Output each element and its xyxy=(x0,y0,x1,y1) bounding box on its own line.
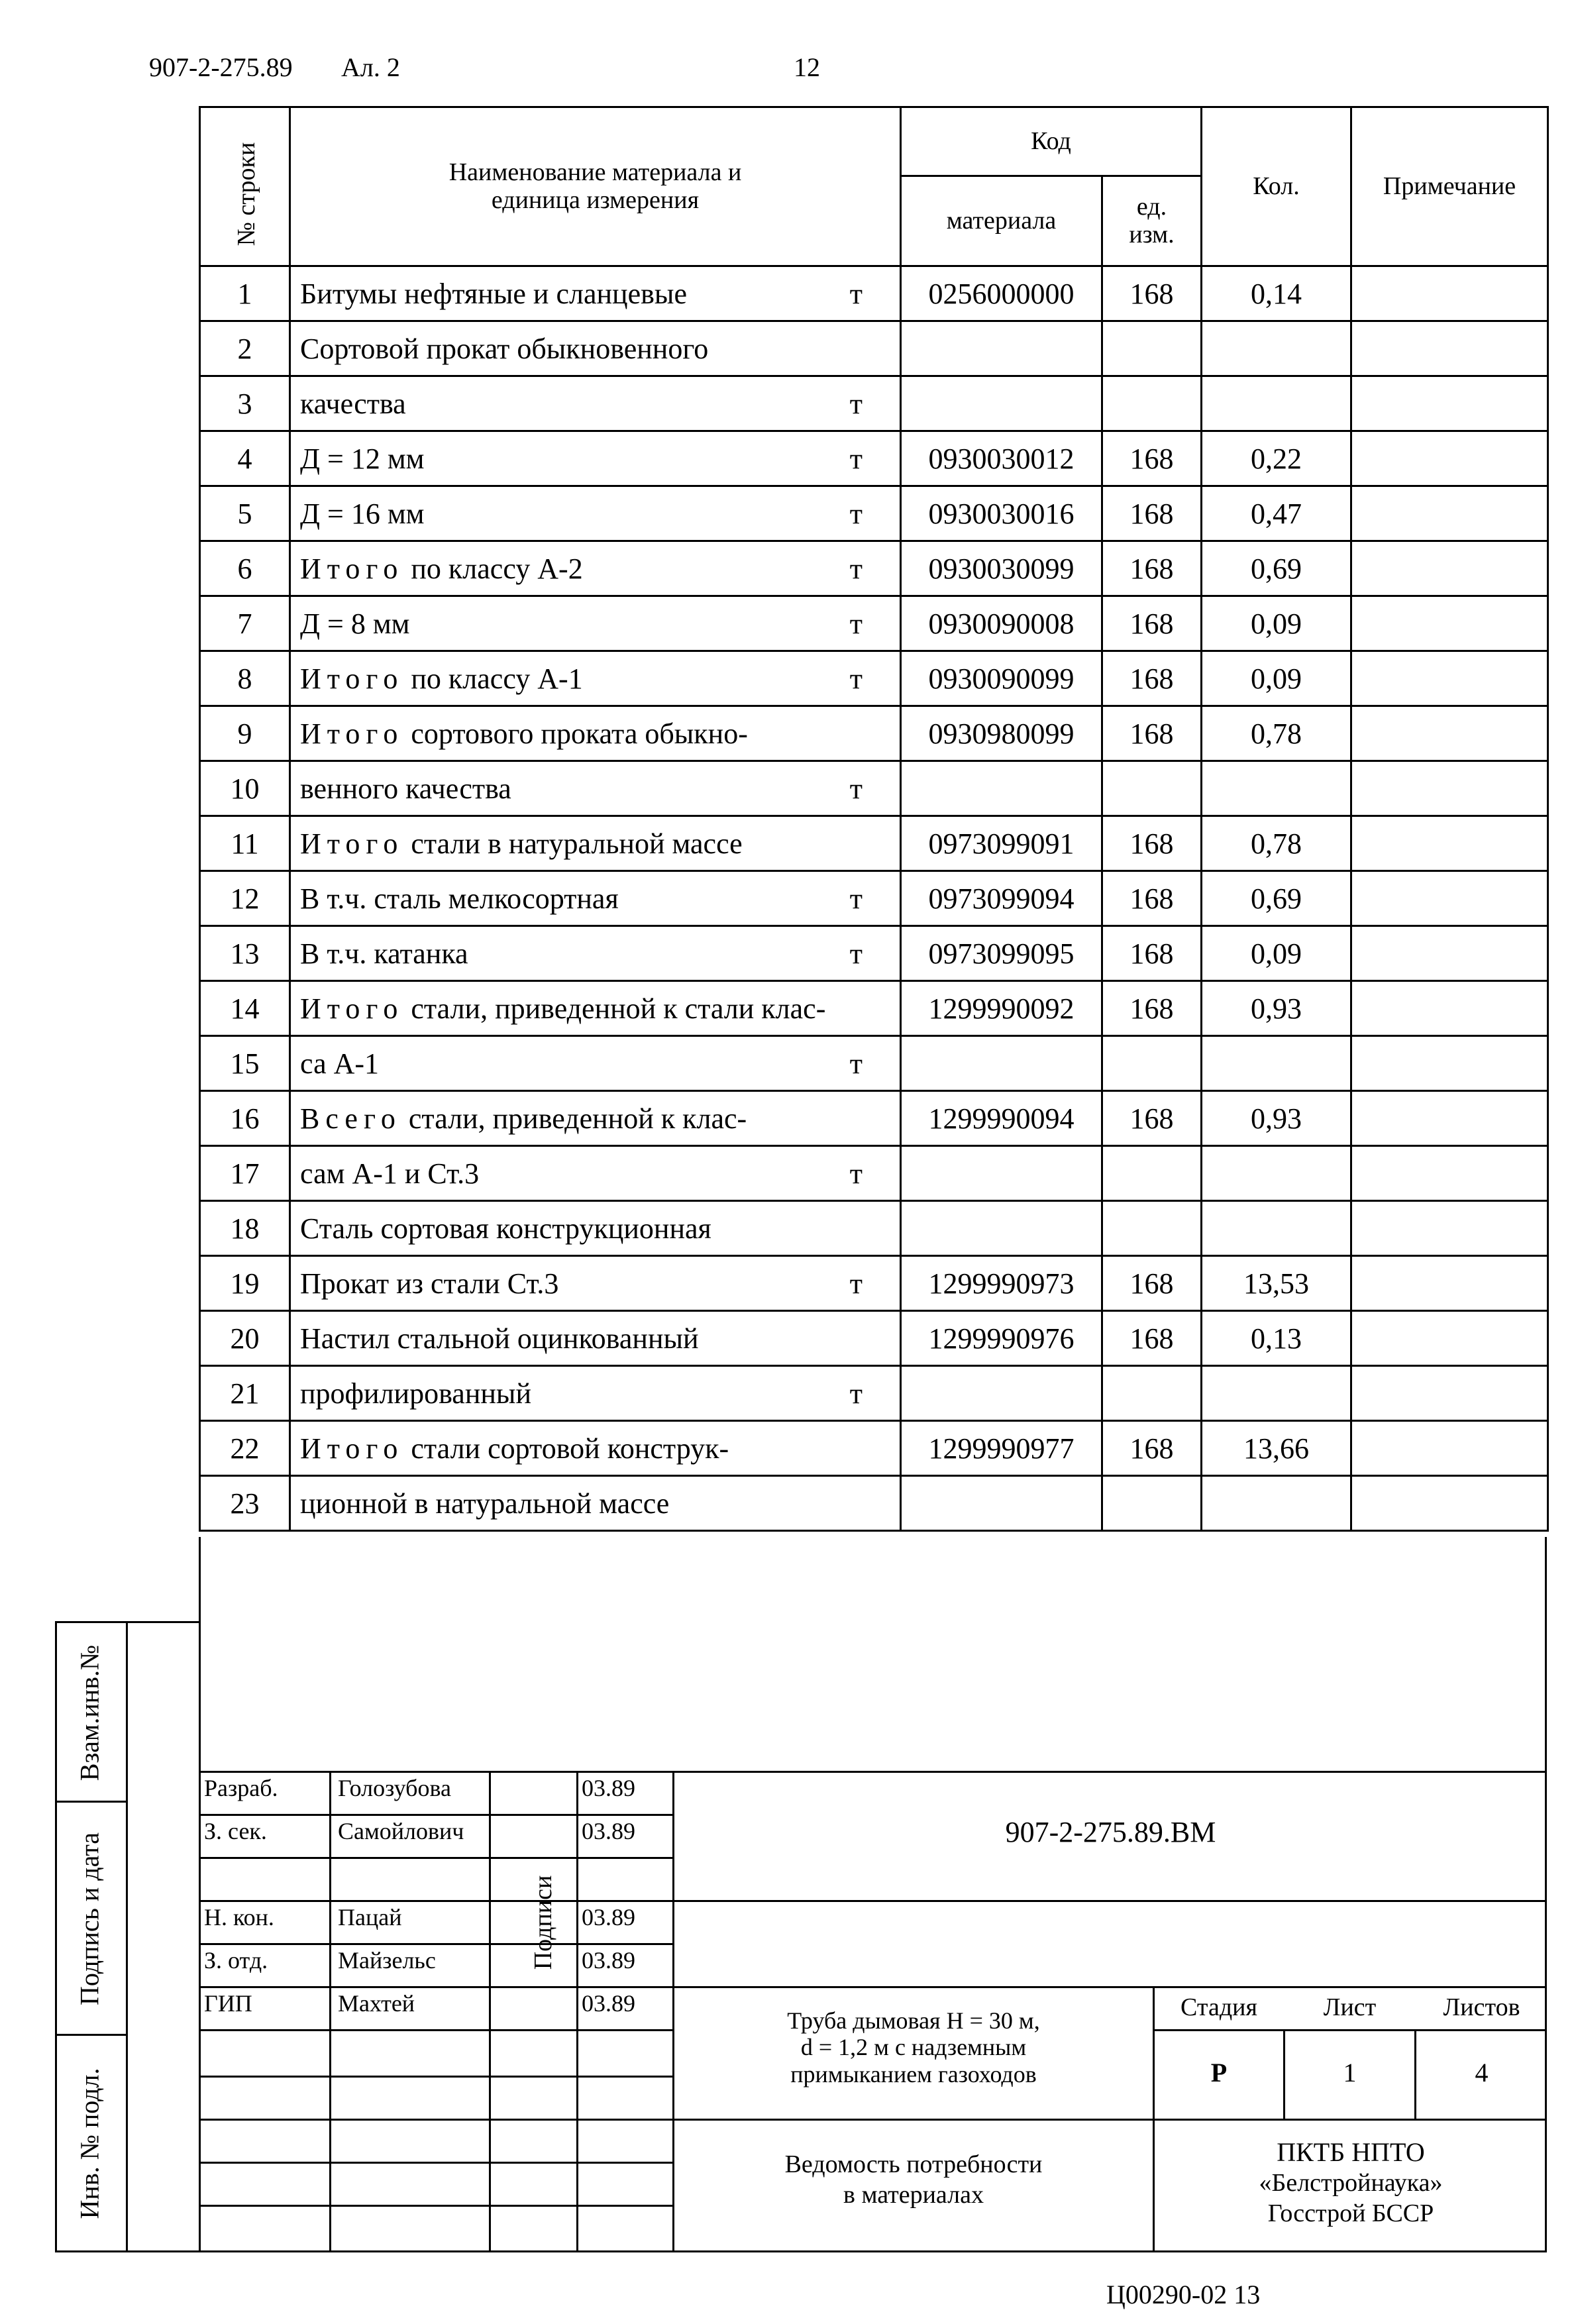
header-note: Примечание xyxy=(1351,107,1548,266)
role-date: 03.89 xyxy=(582,1818,635,1844)
table-row xyxy=(200,376,1548,431)
row-note xyxy=(1351,816,1548,871)
row-note xyxy=(1351,1421,1548,1476)
row-unit-code: 168 xyxy=(1102,871,1202,926)
row-quantity: 0,93 xyxy=(1202,981,1351,1036)
row-quantity xyxy=(1202,1036,1351,1091)
row-unit: т xyxy=(849,937,863,970)
row-note xyxy=(1351,486,1548,541)
row-material-code: 1299990976 xyxy=(901,1311,1102,1366)
row-quantity: 0,69 xyxy=(1202,871,1351,926)
row-number: 19 xyxy=(200,1256,290,1311)
sheet-label: Лист xyxy=(1323,1993,1377,2021)
album-label: Ал. 2 xyxy=(341,52,400,82)
row-number: 21 xyxy=(200,1366,290,1421)
row-note xyxy=(1351,1366,1548,1421)
side-outer-line xyxy=(55,1621,57,2252)
table-row xyxy=(200,926,1548,981)
row-prefix: Итого xyxy=(300,1432,404,1465)
table-row xyxy=(200,981,1548,1036)
frame-bottom-line xyxy=(199,2250,1547,2252)
table-row xyxy=(200,651,1548,706)
row-prefix: Итого xyxy=(300,717,404,750)
designation: 907-2-275.89.ВМ xyxy=(1005,1816,1216,1848)
row-quantity: 0,13 xyxy=(1202,1311,1351,1366)
row-label: Настил стальной оцинкованный xyxy=(300,1322,699,1355)
row-material-code xyxy=(901,1036,1102,1091)
row-note xyxy=(1351,431,1548,486)
table-row xyxy=(200,1146,1548,1201)
role-title: З. отд. xyxy=(204,1947,268,1974)
row-note xyxy=(1351,871,1548,926)
row-label: стали сортовой конструк- xyxy=(411,1432,729,1465)
row-quantity: 0,14 xyxy=(1202,266,1351,321)
table-row xyxy=(200,1256,1548,1311)
row-unit: т xyxy=(849,1047,863,1080)
row-material xyxy=(290,596,901,651)
row-number: 15 xyxy=(200,1036,290,1091)
row-number: 3 xyxy=(200,376,290,431)
doc-reference: 907-2-275.89 xyxy=(149,52,293,82)
row-note xyxy=(1351,1476,1548,1531)
header-code-material: материала xyxy=(901,176,1102,266)
table-row xyxy=(200,1091,1548,1146)
row-label: Сталь сортовая конструкционная xyxy=(300,1212,711,1245)
header-name: Наименование материала и единица измерения xyxy=(290,107,901,266)
row-note xyxy=(1351,376,1548,431)
row-label: венного качества xyxy=(300,772,511,805)
table-row xyxy=(200,596,1548,651)
row-note xyxy=(1351,981,1548,1036)
row-material-code xyxy=(901,1476,1102,1531)
row-quantity xyxy=(1202,321,1351,376)
row-unit: т xyxy=(849,497,863,530)
row-prefix: Итого xyxy=(300,662,404,695)
row-unit-code: 168 xyxy=(1102,816,1202,871)
row-unit: т xyxy=(849,387,863,420)
row-unit: т xyxy=(849,442,863,475)
row-material xyxy=(290,1476,901,1531)
row-material xyxy=(290,541,901,596)
row-unit-code xyxy=(1102,1476,1202,1531)
row-unit: т xyxy=(849,552,863,585)
role-date: 03.89 xyxy=(582,1775,635,1801)
row-number: 11 xyxy=(200,816,290,871)
row-unit-code: 168 xyxy=(1102,431,1202,486)
row-note xyxy=(1351,1036,1548,1091)
row-note xyxy=(1351,321,1548,376)
row-number: 18 xyxy=(200,1201,290,1256)
row-number: 4 xyxy=(200,431,290,486)
row-unit-code: 168 xyxy=(1102,541,1202,596)
header-code-unit: ед. изм. xyxy=(1102,176,1202,266)
row-label: ционной в натуральной массе xyxy=(300,1487,670,1520)
row-material xyxy=(290,486,901,541)
sheet-value: 1 xyxy=(1343,2058,1357,2087)
row-unit: т xyxy=(849,607,863,640)
row-label: Прокат из стали Ст.3 xyxy=(300,1267,559,1300)
table-row xyxy=(200,1476,1548,1531)
row-label: Битумы нефтяные и сланцевые xyxy=(300,277,687,310)
stage-label: Стадия xyxy=(1180,1993,1257,2021)
row-number: 12 xyxy=(200,871,290,926)
side-inv-label: Инв. № подл. xyxy=(74,2068,105,2219)
table-row xyxy=(200,706,1548,761)
row-label: стали, приведенной к клас- xyxy=(408,1102,747,1135)
table-row xyxy=(200,871,1548,926)
row-quantity xyxy=(1202,1201,1351,1256)
object-name: Труба дымовая Н = 30 м, d = 1,2 м с надземным примыканием газоходов xyxy=(787,2007,1040,2087)
row-note xyxy=(1351,706,1548,761)
sheets-value: 4 xyxy=(1475,2058,1489,2087)
row-note xyxy=(1351,541,1548,596)
row-material xyxy=(290,1201,901,1256)
row-unit: т xyxy=(849,772,863,805)
row-label: В т.ч. сталь мелкосортная xyxy=(300,882,619,915)
row-number: 10 xyxy=(200,761,290,816)
row-unit: т xyxy=(849,882,863,915)
row-label: качества xyxy=(300,387,406,420)
role-title: З. сек. xyxy=(204,1818,267,1844)
row-material xyxy=(290,816,901,871)
row-unit-code: 168 xyxy=(1102,486,1202,541)
row-label: по классу А-1 xyxy=(411,662,583,695)
table-row xyxy=(200,761,1548,816)
row-material-code: 0930090099 xyxy=(901,651,1102,706)
organization: ПКТБ НПТО «Белстройнаука» Госстрой БССР xyxy=(1259,2137,1443,2227)
row-quantity xyxy=(1202,1366,1351,1421)
row-unit-code xyxy=(1102,1146,1202,1201)
row-note xyxy=(1351,266,1548,321)
row-material-code: 0256000000 xyxy=(901,266,1102,321)
row-quantity xyxy=(1202,761,1351,816)
row-material xyxy=(290,871,901,926)
row-material xyxy=(290,266,901,321)
row-quantity: 0,78 xyxy=(1202,706,1351,761)
page-number: 12 xyxy=(794,52,820,82)
row-note xyxy=(1351,651,1548,706)
row-unit: т xyxy=(849,277,863,310)
row-label: са А-1 xyxy=(300,1047,380,1080)
row-number: 16 xyxy=(200,1091,290,1146)
side-inner-line xyxy=(126,1621,128,2252)
row-unit-code: 168 xyxy=(1102,981,1202,1036)
row-number: 22 xyxy=(200,1421,290,1476)
row-label: по классу А-2 xyxy=(411,552,583,585)
row-number: 20 xyxy=(200,1311,290,1366)
table-row xyxy=(200,1366,1548,1421)
table-row xyxy=(200,1036,1548,1091)
row-number: 8 xyxy=(200,651,290,706)
role-title: Разраб. xyxy=(204,1775,278,1801)
row-material xyxy=(290,1366,901,1421)
row-prefix: Итого xyxy=(300,552,404,585)
row-no-label: № строки xyxy=(233,142,261,246)
row-material-code: 0930090008 xyxy=(901,596,1102,651)
row-material-code: 0930980099 xyxy=(901,706,1102,761)
row-quantity: 0,78 xyxy=(1202,816,1351,871)
row-quantity xyxy=(1202,376,1351,431)
row-unit-code: 168 xyxy=(1102,706,1202,761)
row-number: 1 xyxy=(200,266,290,321)
row-prefix: Итого xyxy=(300,992,404,1025)
row-number: 7 xyxy=(200,596,290,651)
row-note xyxy=(1351,1311,1548,1366)
row-number: 14 xyxy=(200,981,290,1036)
row-number: 13 xyxy=(200,926,290,981)
table-row xyxy=(200,266,1548,321)
table-row xyxy=(200,321,1548,376)
row-material xyxy=(290,1421,901,1476)
row-note xyxy=(1351,1146,1548,1201)
header-code: Код xyxy=(901,107,1202,176)
row-material-code: 0973099095 xyxy=(901,926,1102,981)
row-label: стали в натуральной массе xyxy=(411,827,743,860)
row-unit-code xyxy=(1102,1366,1202,1421)
table-row xyxy=(200,541,1548,596)
row-unit: т xyxy=(849,1377,863,1410)
row-number: 6 xyxy=(200,541,290,596)
row-unit: т xyxy=(849,662,863,695)
row-quantity xyxy=(1202,1476,1351,1531)
role-title: ГИП xyxy=(204,1990,252,2017)
row-unit-code: 168 xyxy=(1102,1311,1202,1366)
role-date: 03.89 xyxy=(582,1990,635,2017)
row-note xyxy=(1351,1256,1548,1311)
row-number: 23 xyxy=(200,1476,290,1531)
row-material-code: 0930030012 xyxy=(901,431,1102,486)
role-person: Пацай xyxy=(338,1904,402,1930)
row-note xyxy=(1351,926,1548,981)
row-unit-code: 168 xyxy=(1102,1091,1202,1146)
row-number: 2 xyxy=(200,321,290,376)
row-material-code: 0973099094 xyxy=(901,871,1102,926)
side-podpis-label: Подпись и дата xyxy=(74,1832,105,2006)
row-quantity: 13,66 xyxy=(1202,1421,1351,1476)
role-date: 03.89 xyxy=(582,1947,635,1974)
row-number: 5 xyxy=(200,486,290,541)
row-unit-code xyxy=(1102,761,1202,816)
row-unit: т xyxy=(849,1267,863,1300)
row-material xyxy=(290,651,901,706)
row-unit-code: 168 xyxy=(1102,926,1202,981)
row-unit: т xyxy=(849,1157,863,1190)
row-material-code xyxy=(901,321,1102,376)
row-material xyxy=(290,321,901,376)
row-quantity xyxy=(1202,1146,1351,1201)
row-label: сортового проката обыкно- xyxy=(411,717,748,750)
row-material-code: 1299990094 xyxy=(901,1091,1102,1146)
row-quantity: 13,53 xyxy=(1202,1256,1351,1311)
row-material xyxy=(290,1146,901,1201)
row-label: Д = 16 мм xyxy=(300,497,425,530)
row-material-code: 0930030016 xyxy=(901,486,1102,541)
signatures-label: Подписи xyxy=(529,1875,557,1970)
role-person: Майзельс xyxy=(338,1947,436,1974)
row-unit-code xyxy=(1102,1201,1202,1256)
row-material-code: 1299990092 xyxy=(901,981,1102,1036)
row-material xyxy=(290,376,901,431)
row-unit-code: 168 xyxy=(1102,266,1202,321)
row-quantity: 0,09 xyxy=(1202,651,1351,706)
side-divider-2 xyxy=(55,2034,128,2036)
frame-left-line xyxy=(199,1537,201,2252)
row-prefix: Итого xyxy=(300,827,404,860)
document-title: Ведомость потребности в материалах xyxy=(784,2150,1043,2209)
role-person: Самойлович xyxy=(338,1818,464,1844)
row-material-code xyxy=(901,761,1102,816)
header-row-no xyxy=(200,107,290,266)
row-quantity: 0,09 xyxy=(1202,596,1351,651)
row-material xyxy=(290,926,901,981)
header-qty: Кол. xyxy=(1202,107,1351,266)
side-bottom-line xyxy=(55,2250,201,2252)
footer-code: Ц00290-02 13 xyxy=(1106,2280,1261,2309)
sheets-label: Листов xyxy=(1443,1993,1520,2021)
row-unit-code: 168 xyxy=(1102,1421,1202,1476)
row-note xyxy=(1351,1091,1548,1146)
row-material-code: 0930030099 xyxy=(901,541,1102,596)
row-number: 9 xyxy=(200,706,290,761)
role-date: 03.89 xyxy=(582,1904,635,1930)
row-unit-code: 168 xyxy=(1102,1256,1202,1311)
stage-value: Р xyxy=(1210,2058,1228,2087)
row-material xyxy=(290,761,901,816)
row-unit-code: 168 xyxy=(1102,596,1202,651)
row-material xyxy=(290,1256,901,1311)
row-quantity: 0,69 xyxy=(1202,541,1351,596)
table-row xyxy=(200,1421,1548,1476)
row-label: стали, приведенной к стали клас- xyxy=(411,992,826,1025)
row-quantity: 0,22 xyxy=(1202,431,1351,486)
row-quantity: 0,09 xyxy=(1202,926,1351,981)
row-quantity: 0,93 xyxy=(1202,1091,1351,1146)
table-row xyxy=(200,1201,1548,1256)
row-material-code: 0973099091 xyxy=(901,816,1102,871)
row-material-code xyxy=(901,1366,1102,1421)
row-note xyxy=(1351,596,1548,651)
row-material xyxy=(290,1311,901,1366)
row-label: В т.ч. катанка xyxy=(300,937,468,970)
row-label: сам А-1 и Ст.3 xyxy=(300,1157,480,1190)
row-material-code: 1299990977 xyxy=(901,1421,1102,1476)
row-unit-code xyxy=(1102,1036,1202,1091)
row-number: 17 xyxy=(200,1146,290,1201)
row-label: профилированный xyxy=(300,1377,532,1410)
table-row xyxy=(200,486,1548,541)
row-material-code: 1299990973 xyxy=(901,1256,1102,1311)
role-person: Голозубова xyxy=(338,1775,451,1801)
side-vzam-label: Взам.инв.№ xyxy=(74,1644,105,1781)
row-prefix: Всего xyxy=(300,1102,401,1135)
role-title: Н. кон. xyxy=(204,1904,274,1930)
row-material xyxy=(290,1036,901,1091)
row-material-code xyxy=(901,1201,1102,1256)
row-unit-code xyxy=(1102,321,1202,376)
row-note xyxy=(1351,1201,1548,1256)
role-person: Махтей xyxy=(338,1990,415,2017)
table-row xyxy=(200,1311,1548,1366)
row-label: Д = 12 мм xyxy=(300,442,425,475)
row-unit-code: 168 xyxy=(1102,651,1202,706)
row-unit-code xyxy=(1102,376,1202,431)
row-material xyxy=(290,706,901,761)
row-material xyxy=(290,1091,901,1146)
row-quantity: 0,47 xyxy=(1202,486,1351,541)
row-material xyxy=(290,431,901,486)
row-material-code xyxy=(901,376,1102,431)
row-label: Сортовой прокат обыкновенного xyxy=(300,332,709,365)
row-note xyxy=(1351,761,1548,816)
materials-table xyxy=(199,106,1549,1532)
row-material-code xyxy=(901,1146,1102,1201)
table-row xyxy=(200,816,1548,871)
table-row xyxy=(200,431,1548,486)
row-label: Д = 8 мм xyxy=(300,607,410,640)
row-material xyxy=(290,981,901,1036)
